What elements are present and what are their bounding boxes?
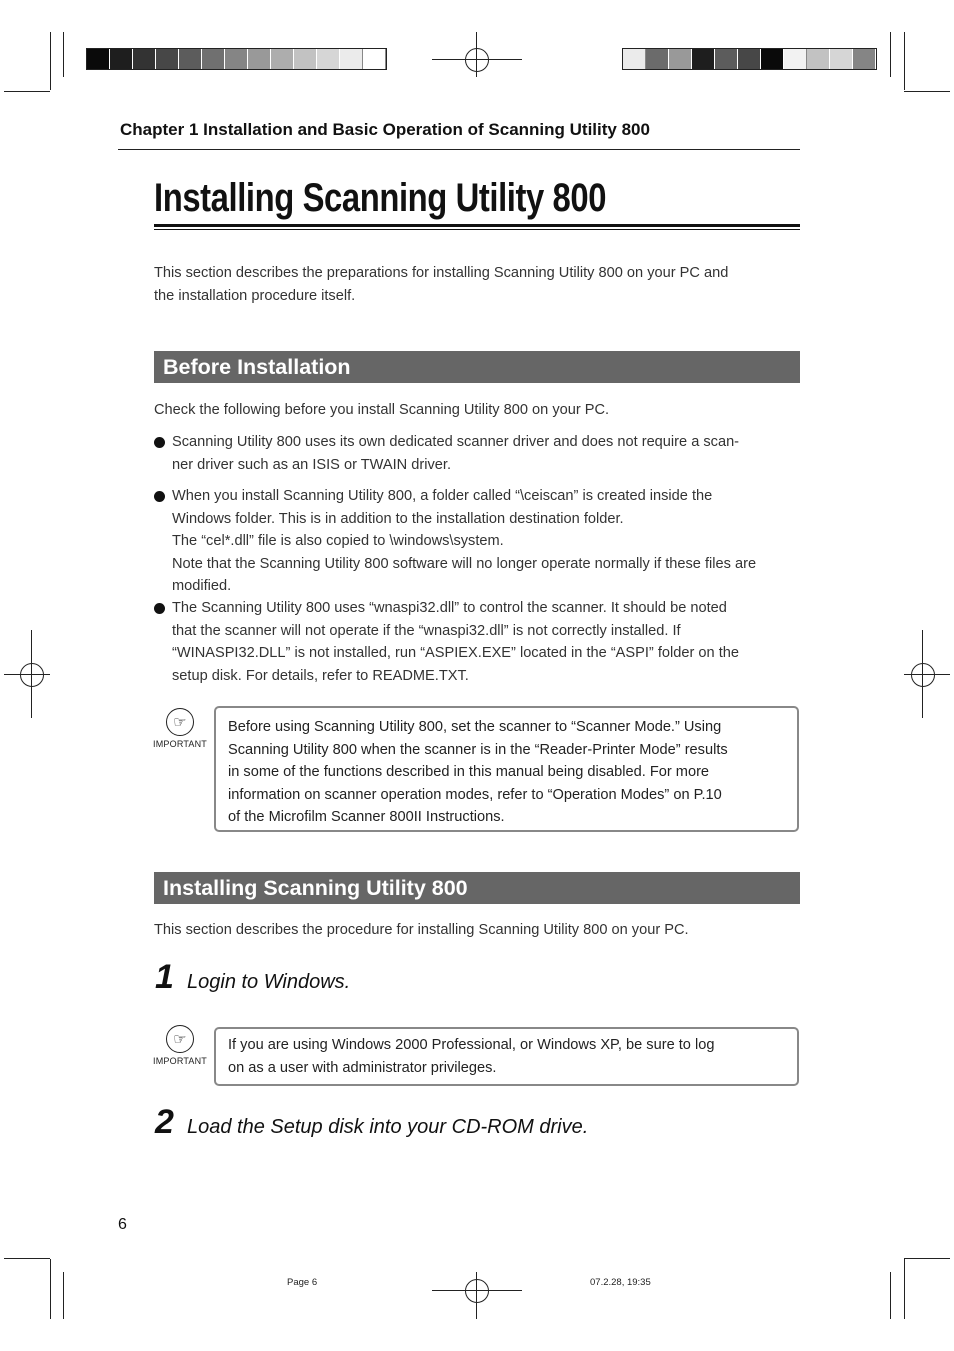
color-swatch-bar-left	[86, 48, 387, 70]
bullet-line: Windows folder. This is in addition to the installation destination folder.	[172, 510, 624, 527]
color-swatch	[225, 49, 248, 69]
bullet-line: The Scanning Utility 800 uses “wnaspi32.dll” to control the scanner. It should be noted	[172, 600, 727, 616]
bullet-line: modified.	[172, 578, 232, 594]
bullet-line: Scanning Utility 800 uses its own dedicated scanner driver and does not require a scan-	[172, 434, 740, 450]
bullet-line: When you install Scanning Utility 800, a folder called “\ceiscan” is created inside the	[172, 488, 713, 504]
title-rule	[154, 224, 800, 227]
title-rule-thin	[154, 229, 800, 230]
section-heading-before-installation: Before Installation	[154, 351, 800, 383]
color-swatch	[202, 49, 225, 69]
note-line: on as a user with administrator privileges.	[228, 1059, 497, 1076]
color-swatch	[317, 49, 340, 69]
step-text: Login to Windows.	[187, 971, 351, 993]
section-heading-installing: Installing Scanning Utility 800	[154, 872, 800, 904]
chapter-header: Chapter 1 Installation and Basic Operation of Scanning Utility 800	[120, 120, 650, 139]
note-line: of the Microfilm Scanner 800II Instructions.	[228, 809, 505, 825]
color-swatch	[179, 49, 202, 69]
color-swatch	[623, 49, 646, 69]
bullet-icon	[154, 491, 165, 502]
note-line: information on scanner operation modes, refer to “Operation Modes” on P.10	[228, 786, 722, 803]
color-swatch	[784, 49, 807, 69]
bullet-line: Note that the Scanning Utility 800 software will no longer operate normally if these files are	[172, 555, 757, 572]
install-lead: This section describes the procedure for installing Scanning Utility 800 on your PC.	[154, 922, 689, 938]
pointing-hand-icon: ☞	[166, 708, 194, 736]
important-note-box	[214, 706, 799, 832]
important-label: IMPORTANT	[153, 1056, 207, 1066]
color-swatch	[692, 49, 715, 69]
bullet-line: “WINASPI32.DLL” is not installed, run “ASPIEX.EXE” located in the “ASPI” folder on the	[172, 645, 739, 661]
page-number: 6	[118, 1216, 127, 1233]
color-swatch	[715, 49, 738, 69]
color-swatch	[133, 49, 156, 69]
important-note-box	[214, 1027, 799, 1086]
intro-paragraph	[154, 262, 800, 307]
bullet-line: ner driver such as an ISIS or TWAIN driver.	[172, 456, 451, 473]
before-lead: Check the following before you install Scanning Utility 800 on your PC.	[154, 402, 610, 418]
note-line: If you are using Windows 2000 Professional, or Windows XP, be sure to log	[228, 1037, 715, 1053]
bullet-icon	[154, 603, 165, 614]
note-line: Scanning Utility 800 when the scanner is in the “Reader-Printer Mode” results	[228, 741, 728, 758]
step-number: 2	[155, 1103, 174, 1141]
step-number: 1	[155, 958, 174, 996]
intro-line: the installation procedure itself.	[154, 287, 356, 304]
color-swatch	[248, 49, 271, 69]
color-swatch	[807, 49, 830, 69]
footer-timestamp: 07.2.28, 19:35	[590, 1277, 651, 1288]
pointing-hand-icon: ☞	[166, 1025, 194, 1053]
color-swatch	[271, 49, 294, 69]
note-line: in some of the functions described in this manual being disabled. For more	[228, 764, 710, 780]
intro-line: This section describes the preparations for installing Scanning Utility 800 on your PC and	[154, 265, 729, 281]
color-swatch	[294, 49, 317, 69]
bullet-line: setup disk. For details, refer to README.TXT.	[172, 667, 469, 684]
page-title: Installing Scanning Utility 800	[154, 176, 607, 220]
color-swatch	[646, 49, 669, 69]
note-line: Before using Scanning Utility 800, set the scanner to “Scanner Mode.” Using	[228, 719, 722, 735]
color-swatch	[669, 49, 692, 69]
important-marker	[150, 708, 210, 749]
bullet-item	[154, 485, 800, 598]
chapter-rule	[118, 149, 800, 150]
color-swatch	[340, 49, 363, 69]
color-swatch	[830, 49, 853, 69]
color-swatch	[738, 49, 761, 69]
bullet-item	[154, 597, 800, 687]
color-swatch	[110, 49, 133, 69]
bullet-line: The “cel*.dll” file is also copied to \windows\system.	[172, 533, 504, 549]
color-swatch	[156, 49, 179, 69]
footer-page-label: Page 6	[287, 1277, 318, 1288]
color-swatch	[761, 49, 784, 69]
bullet-line: that the scanner will not operate if the “wnaspi32.dll” is not correctly installed. If	[172, 622, 681, 639]
color-swatch	[853, 49, 876, 69]
color-swatch	[87, 49, 110, 69]
bullet-item	[154, 431, 800, 476]
important-label: IMPORTANT	[153, 739, 207, 749]
color-swatch-bar-right	[622, 48, 877, 70]
step-text: Load the Setup disk into your CD-ROM drive.	[187, 1116, 589, 1138]
important-marker	[150, 1025, 210, 1066]
color-swatch	[363, 49, 386, 69]
bullet-icon	[154, 437, 165, 448]
